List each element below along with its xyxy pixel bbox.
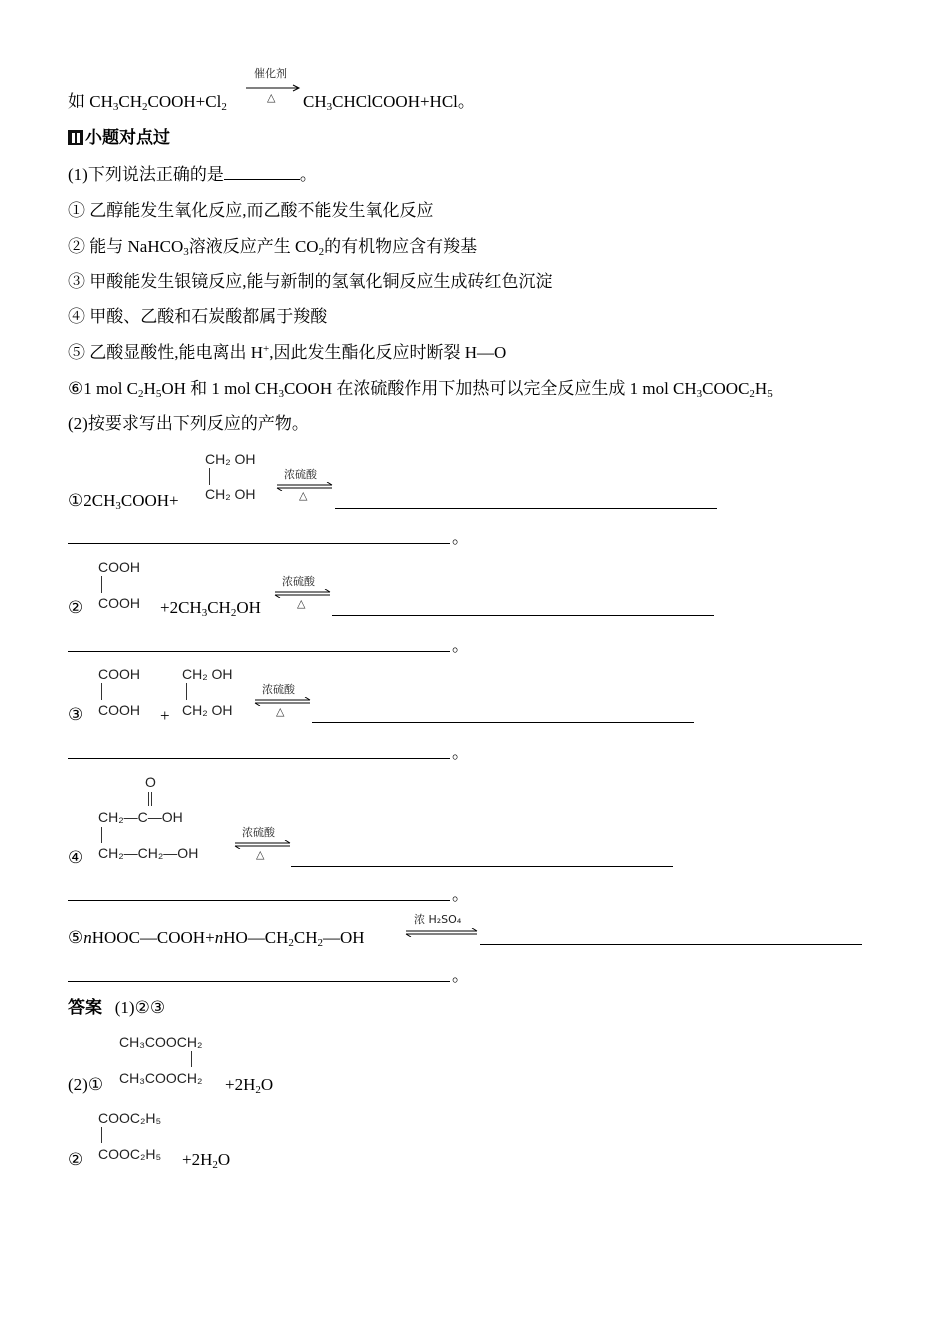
section-icon (68, 130, 83, 145)
r1-glycol-bottom: CH₂ OH (205, 486, 256, 502)
r5-condition: 浓 H₂SO₄ (414, 913, 462, 926)
answer-part-2-number: (2)① (68, 1075, 104, 1094)
r4-oxygen: O (145, 774, 156, 790)
r1-reactants: $①2CH_3COOH+$ (68, 491, 179, 512)
r3-heat-icon: △ (276, 705, 285, 718)
r1-glycol-bond (209, 468, 210, 485)
intro-prefix: 如 (68, 92, 90, 111)
r2-answer-line-2[interactable] (68, 651, 450, 652)
r1-answer-line[interactable] (335, 508, 717, 509)
answer-label: 答案 (68, 998, 102, 1018)
r3-glycol-top: CH₂ OH (182, 666, 233, 682)
r4-row-1: CH₂—C—OH (98, 809, 183, 825)
r3-oxalic-bond (101, 683, 102, 700)
answer-ester-bottom: CH₃COOCH₂ (119, 1070, 203, 1086)
r1-heat-icon: △ (299, 489, 308, 502)
r4-heat-icon: △ (256, 848, 265, 861)
r1-answer-line-2[interactable] (68, 543, 450, 544)
r2-answer-line[interactable] (332, 615, 714, 616)
answer-part-3-tail: $+2H_2O$ (182, 1150, 231, 1171)
r4-double-bond-b (151, 792, 152, 806)
r4-double-bond-a (148, 792, 149, 806)
r3-oxalic-bottom: COOH (98, 702, 140, 718)
r3-plus: + (160, 706, 170, 725)
r2-reactant-2: $+2CH_3CH_2OH$ (160, 598, 261, 619)
r3-glycol-bottom: CH₂ OH (182, 702, 233, 718)
catalyst-label: 催化剂 (254, 67, 287, 80)
r4-answer-line[interactable] (291, 866, 673, 867)
answer-part-3-number: ② (68, 1150, 84, 1169)
r2-oxalic-bond (101, 576, 102, 593)
r3-answer-line-2[interactable] (68, 758, 450, 759)
r3-answer-line[interactable] (312, 722, 694, 723)
r5-reactants: $⑤nHOOC—COOH+nHO—CH_2CH_2—OH$ (68, 928, 365, 949)
q1-option-6: ⑥1 mol $C_2H_5OH$ 和 1 mol $CH_3COOH$ 在浓硫酸作用下加热可以完全反应生成 1 mol $CH_3COOC_2H_5$ (68, 379, 773, 400)
r5-reversible-arrow-icon (405, 928, 479, 937)
q1-option-2: ② 能与 NaHCO$_3$溶液反应产生 $CO_2$的有机物应含有羧基 (68, 237, 478, 258)
r1-condition: 浓硫酸 (284, 468, 317, 481)
answer-line-1 (68, 997, 165, 1019)
q1-option-3: ③ 甲酸能发生银镜反应,能与新制的氢氧化铜反应生成砖红色沉淀 (68, 272, 553, 291)
r4-ring-bond (101, 827, 102, 843)
r5-answer-line-2[interactable] (68, 981, 450, 982)
heat-icon: △ (267, 91, 276, 104)
answer-ester-bond (191, 1051, 192, 1067)
r2-oxalic-bottom: COOH (98, 595, 140, 611)
intro-equation: 如 $CH_3CH_2COOH+Cl_2$ (68, 92, 227, 113)
section-heading: 小题对点过 (68, 127, 170, 149)
r3-glycol-bond (186, 683, 187, 700)
answer-oxalate-top: COOC₂H₅ (98, 1110, 162, 1126)
q1-option-1: ① 乙醇能发生氧化反应,而乙酸不能发生氧化反应 (68, 201, 434, 220)
r3-number: ③ (68, 705, 84, 724)
r4-number: ④ (68, 848, 84, 867)
q1-option-5: ⑤ 乙酸显酸性,能电离出 H+,因此发生酯化反应时断裂 H—O (68, 343, 507, 362)
q2-stem: (2)按要求写出下列反应的产物。 (68, 414, 309, 433)
r3-condition: 浓硫酸 (262, 683, 295, 696)
r2-oxalic-top: COOH (98, 559, 140, 575)
answer-part-2-tail: $+2H_2O$ (225, 1075, 274, 1096)
r4-answer-line-2[interactable] (68, 900, 450, 901)
r4-condition: 浓硫酸 (242, 826, 275, 839)
r2-number: ② (68, 598, 84, 617)
answer-ester-top: CH₃COOCH₂ (119, 1034, 203, 1050)
answer-oxalate-bond (101, 1127, 102, 1143)
q1-stem: (1)下列说法正确的是 。 (68, 165, 317, 184)
r2-heat-icon: △ (297, 597, 306, 610)
q1-option-4: ④ 甲酸、乙酸和石炭酸都属于羧酸 (68, 307, 328, 326)
r4-row-2: CH₂—CH₂—OH (98, 845, 199, 861)
r3-oxalic-top: COOH (98, 666, 140, 682)
answer-part-1: (1)②③ (114, 998, 166, 1017)
r5-answer-line[interactable] (480, 944, 862, 945)
r1-glycol-top: CH₂ OH (205, 451, 256, 467)
q1-answer-blank[interactable] (224, 165, 300, 180)
intro-product: $CH_3CHClCOOH+HCl$。 (303, 92, 475, 113)
answer-oxalate-bottom: COOC₂H₅ (98, 1146, 162, 1162)
r2-condition: 浓硫酸 (282, 575, 315, 588)
